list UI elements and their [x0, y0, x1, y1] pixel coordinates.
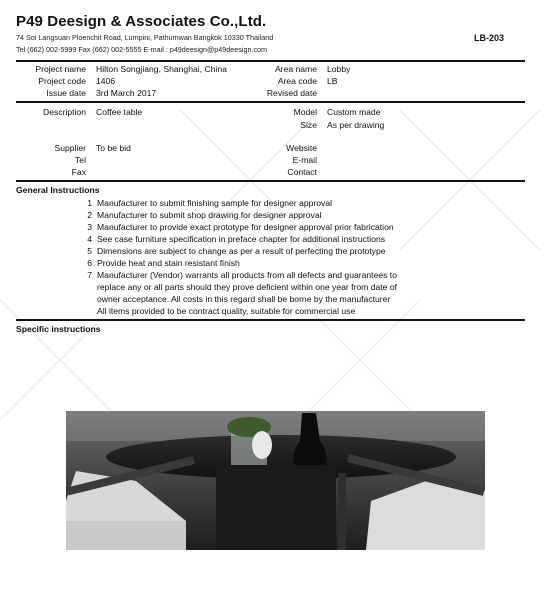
instruction-text: Manufacturer to submit finishing sample for designer approval	[97, 198, 333, 208]
model-value: Custom made	[327, 107, 381, 117]
instruction-number: 5	[87, 246, 92, 256]
project-name-value: Hilton Songjiang, Shanghai, China	[96, 64, 227, 74]
instruction-number: 7	[87, 270, 92, 280]
instruction-text: replace any or all parts should they prove deficient within one year from date of	[97, 282, 397, 292]
supplier-label: Supplier	[54, 143, 86, 153]
revised-date-label: Revised date	[266, 88, 317, 98]
instruction-text: Dimensions are subject to change as per a result of perfecting the prototype	[97, 246, 386, 256]
area-name-label: Area name	[274, 64, 317, 74]
specific-instructions-title: Specific instructions	[16, 324, 101, 334]
instruction-number: 2	[87, 210, 92, 220]
size-value: As per drawing	[327, 120, 385, 130]
project-code-label: Project code	[38, 76, 86, 86]
company-contact: Tel (662) 002-5999 Fax (662) 002-5555 E-mail : p49deesign@p49deesign.com	[16, 45, 268, 54]
website-label: Website	[286, 143, 317, 153]
instruction-text: Provide heat and stain resistant finish	[97, 258, 240, 268]
instruction-number: 3	[87, 222, 92, 232]
contact-label: Contact	[287, 167, 317, 177]
description-label: Description	[43, 107, 86, 117]
project-code-value: 1406	[96, 76, 116, 86]
divider	[16, 101, 525, 103]
supplier-value: To be bid	[96, 143, 131, 153]
coffee-table-photo	[66, 411, 485, 550]
document-code: LB-203	[474, 33, 505, 43]
description-value: Coffee table	[96, 107, 143, 117]
divider	[16, 319, 525, 321]
tel-label: Tel	[75, 155, 86, 165]
instruction-text: Manufacturer to provide exact prototype for designer approval prior fabrication	[97, 222, 394, 232]
area-name-value: Lobby	[327, 64, 351, 74]
model-label: Model	[293, 107, 317, 117]
area-code-value: LB	[327, 76, 338, 86]
company-address: 74 Soi Langsuan Ploenchit Road, Lumpini, Pathumwan Bangkok 10330 Thailand	[16, 33, 274, 42]
instruction-number: 1	[87, 198, 92, 208]
issue-date-value: 3rd March 2017	[96, 88, 157, 98]
project-name-label: Project name	[35, 64, 86, 74]
area-code-label: Area code	[277, 76, 317, 86]
divider	[16, 180, 525, 182]
instruction-number: 4	[87, 234, 92, 244]
general-instructions-title: General Instructions	[16, 185, 100, 195]
divider	[16, 60, 525, 62]
instruction-number: 6	[87, 258, 92, 268]
company-name: P49 Deesign & Associates Co.,Ltd.	[16, 13, 267, 30]
size-label: Size	[300, 120, 317, 130]
product-photo	[66, 411, 485, 550]
issue-date-label: Issue date	[46, 88, 86, 98]
instruction-text: Manufacturer (Vendor) warrants all products from all defects and guarantees to	[97, 270, 397, 280]
instruction-text: All items provided to be contract quality, suitable for commercial use	[97, 306, 356, 316]
email-label: E-mail	[292, 155, 317, 165]
instruction-text: owner acceptance. All costs in this regard shall be borne by the manufacturer	[97, 294, 391, 304]
instruction-text: See case furniture specification in preface chapter for additional instructions	[97, 234, 386, 244]
instruction-text: Manufacturer to submit shop drawing for designer approval	[97, 210, 322, 220]
fax-label: Fax	[71, 167, 86, 177]
